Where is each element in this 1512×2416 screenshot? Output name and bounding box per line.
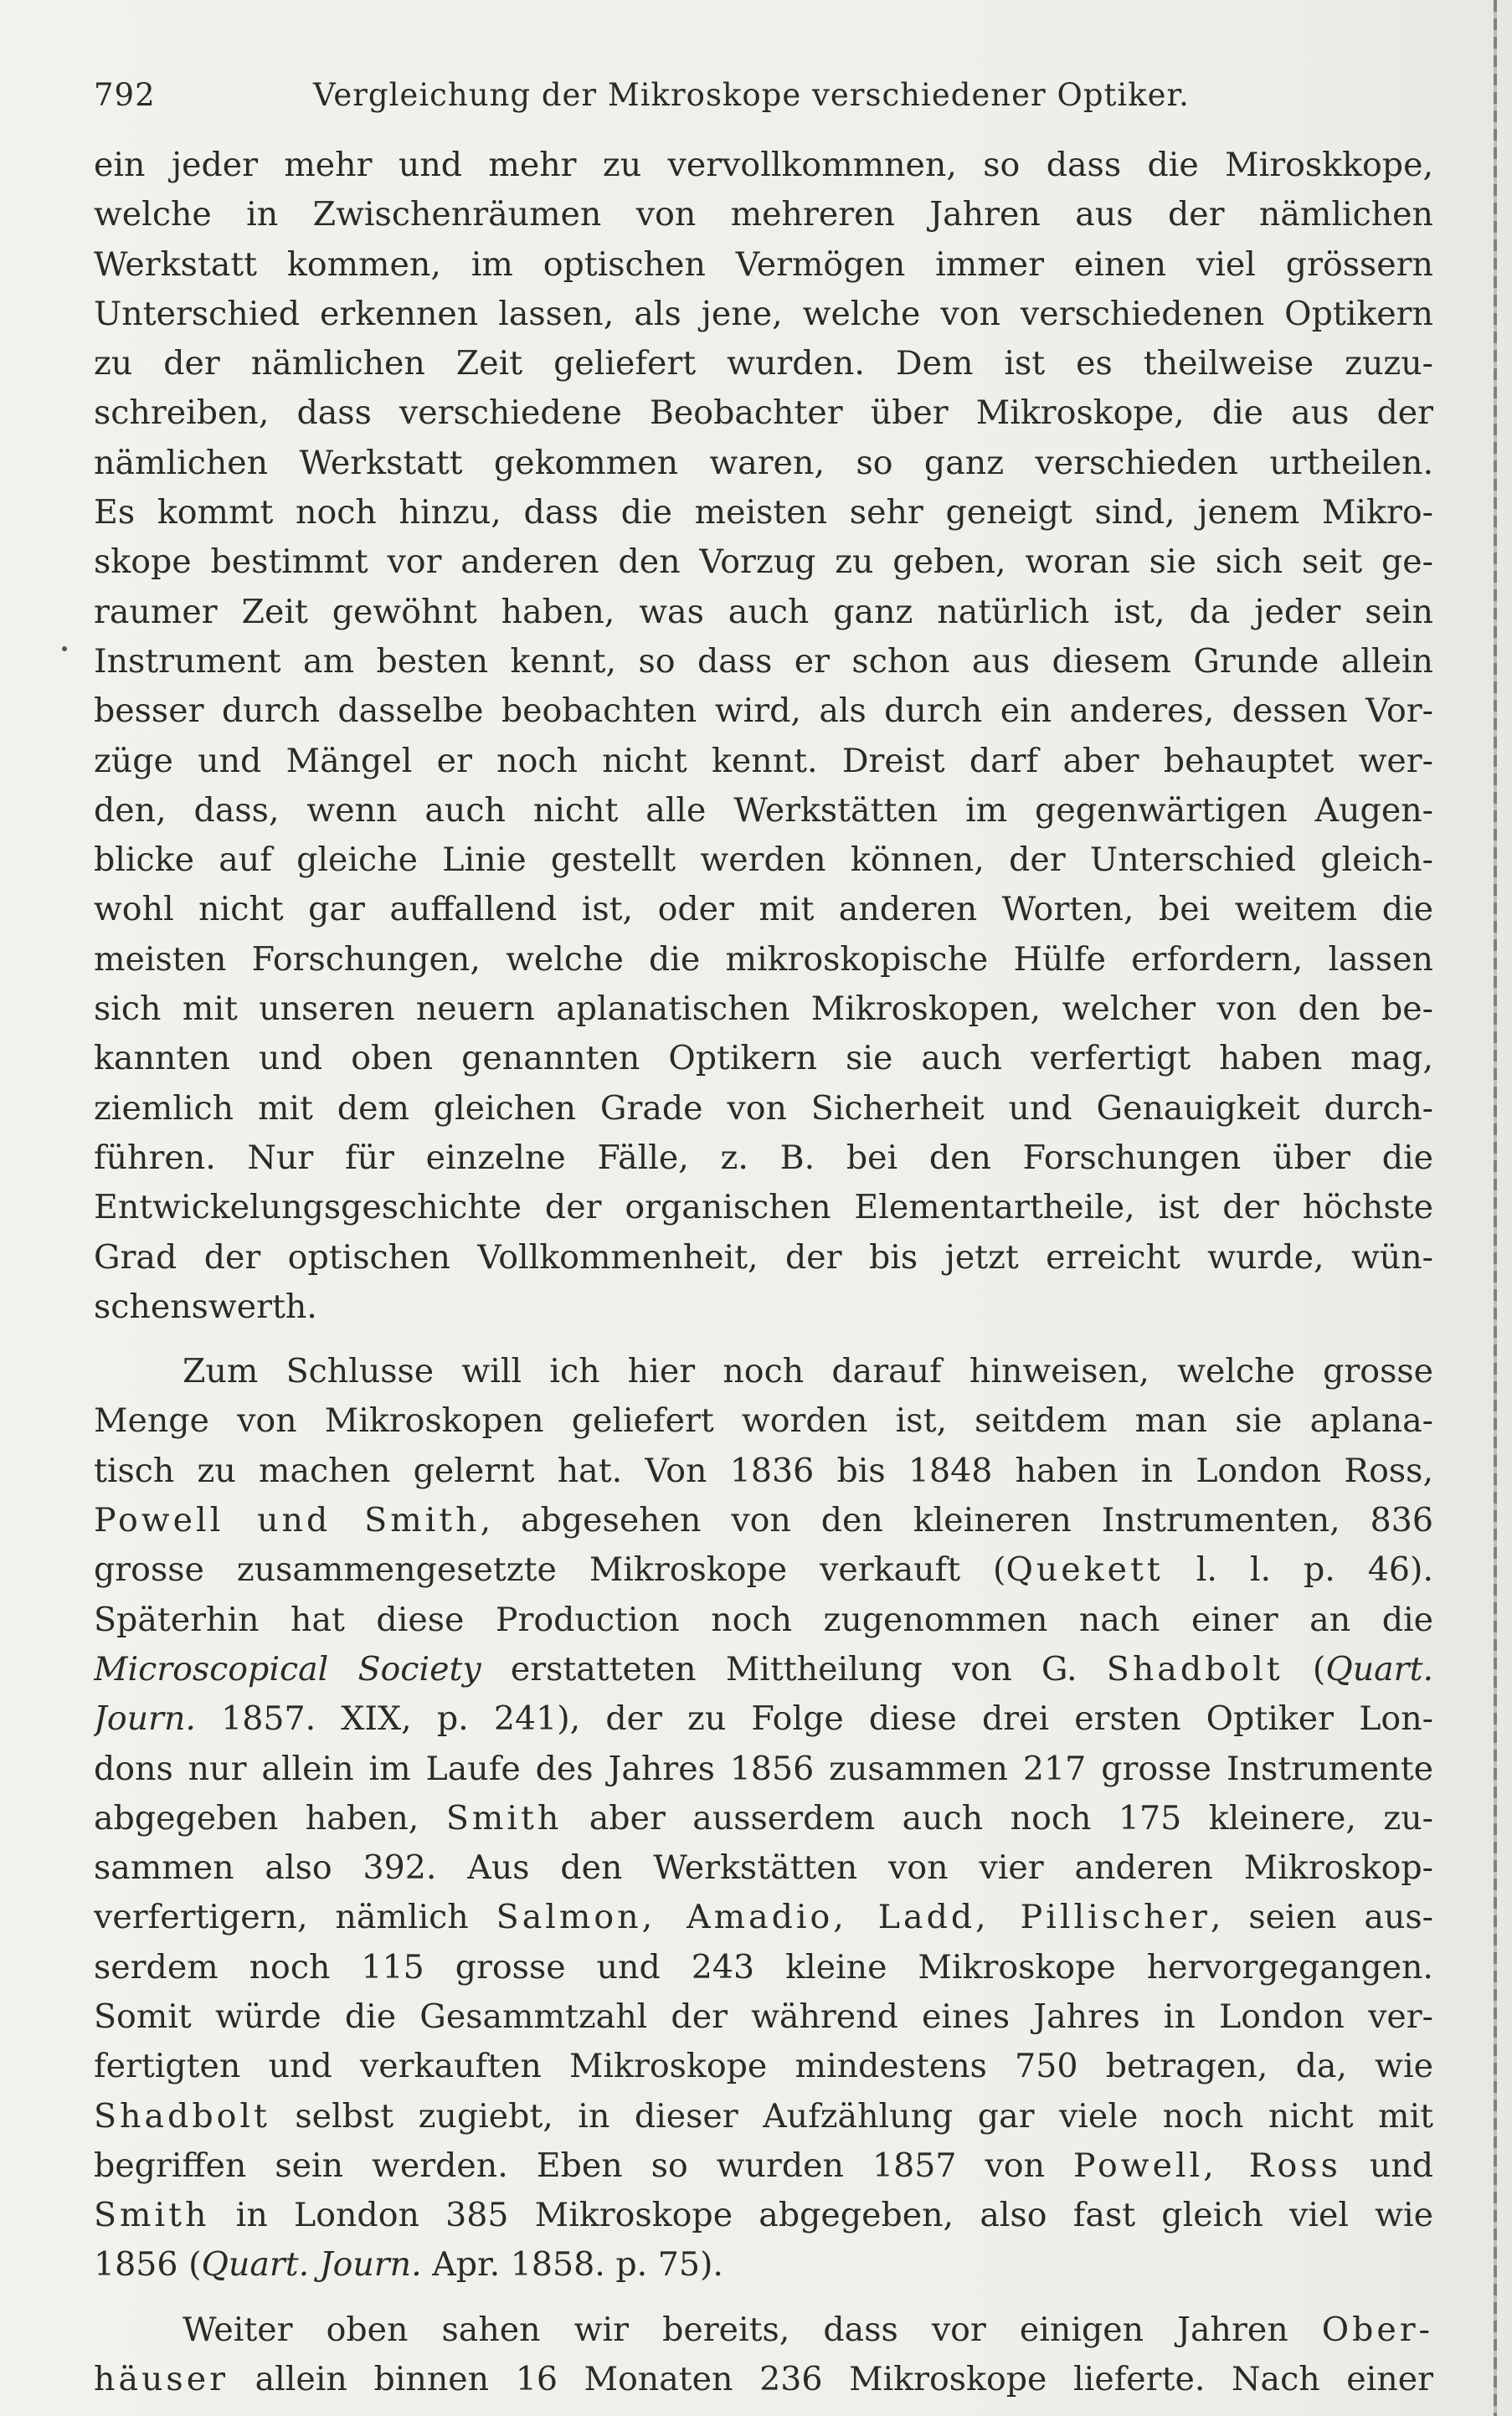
text-line: Somit würde die Gesammtzahl der während eines Jahres in London ver- (94, 1997, 1433, 2036)
text-line: Menge von Mikroskopen geliefert worden ist, seitdem man sie aplana- (94, 1401, 1433, 1441)
page-number: 792 (94, 77, 156, 113)
text-line: grosse zusammengesetzte Mikroskope verkauft (Quekett l. l. p. 46). (94, 1550, 1433, 1590)
text-line: skope bestimmt vor anderen den Vorzug zu geben, woran sie sich seit ge- (94, 542, 1433, 582)
text-line: Smith in London 385 Mikroskope abgegeben, also fast gleich viel wie (94, 2196, 1433, 2235)
binding-edge (1494, 0, 1497, 2416)
text-line: Journ. 1857. XIX, p. 241), der zu Folge diese drei ersten Optiker Lon- (94, 1699, 1433, 1739)
journal-name: Quart. (1325, 1649, 1433, 1689)
text-line: verfertigern, nämlich Salmon, Amadio, Ladd, Pillischer, seien aus- (94, 1898, 1433, 1937)
margin-mark (62, 646, 67, 651)
text-line: welche in Zwischenräumen von mehreren Jahren aus der nämlichen (94, 195, 1433, 234)
running-head: Vergleichung der Mikroskope verschiedener Optiker. (313, 77, 1190, 113)
text-line: tisch zu machen gelernt hat. Von 1836 bis 1848 haben in London Ross, (94, 1451, 1433, 1490)
text-line: schreiben, dass verschiedene Beobachter über Mikroskope, die aus der (94, 393, 1433, 433)
author-name: Salmon, Amadio, Ladd, Pillischer (496, 1898, 1211, 1937)
text-line: dons nur allein im Laufe des Jahres 1856 zusammen 217 grosse Instrumente (94, 1749, 1433, 1788)
text-line: den, dass, wenn auch nicht alle Werkstätten im gegenwärtigen Augen- (94, 790, 1433, 830)
text-line: blicke auf gleiche Linie gestellt werden können, der Unterschied gleich- (94, 840, 1433, 880)
author-name: Shadbolt (1106, 1649, 1283, 1689)
text-line: Werkstatt kommen, im optischen Vermögen immer einen viel grössern (94, 244, 1433, 284)
text-line: begriffen sein werden. Eben so wurden 1857 von Powell, Ross und (94, 2146, 1433, 2185)
author-name: häuser (94, 2360, 229, 2399)
text-line: meisten Forschungen, welche die mikroskopische Hülfe erfordern, lassen (94, 939, 1433, 979)
text-line: Microscopical Society erstatteten Mittheilung von G. Shadbolt (Quart. (94, 1649, 1433, 1689)
author-name: Powell und Smith (94, 1501, 481, 1540)
author-name: Quekett (1005, 1550, 1164, 1590)
author-name: Powell, Ross (1073, 2146, 1341, 2185)
text-line: häuser allein binnen 16 Monaten 236 Mikroskope lieferte. Nach einer (94, 2360, 1433, 2399)
text-line: Grad der optischen Vollkommenheit, der bis jetzt erreicht wurde, wün- (94, 1237, 1433, 1277)
author-name: Shadbolt (94, 2096, 270, 2136)
text-line: züge und Mängel er noch nicht kennt. Dreist darf aber behauptet wer- (94, 741, 1433, 780)
text-line: fertigten und verkauften Mikroskope mindestens 750 betragen, da, wie (94, 2047, 1433, 2086)
text-line: nämlichen Werkstatt gekommen waren, so ganz verschieden urtheilen. (94, 443, 1433, 482)
text-line: abgegeben haben, Smith aber ausserdem auch noch 175 kleinere, zu- (94, 1798, 1433, 1838)
text-line: Zum Schlusse will ich hier noch darauf hinweisen, welche grosse (183, 1352, 1433, 1391)
text-line: ein jeder mehr und mehr zu vervollkommnen, so dass die Miroskkope, (94, 146, 1433, 184)
text-line: serdem noch 115 grosse und 243 kleine Mikroskope hervorgegangen. (94, 1947, 1433, 1987)
text-line: Powell und Smith, abgesehen von den kleineren Instrumenten, 836 (94, 1501, 1433, 1540)
journal-name: Quart. Journ. (201, 2245, 422, 2285)
text-line: schenswerth. (94, 1287, 317, 1326)
text-line: Shadbolt selbst zugiebt, in dieser Aufzählung gar viele noch nicht mit (94, 2096, 1433, 2136)
page-header (94, 77, 1207, 127)
text-line: ziemlich mit dem gleichen Grade von Sicherheit und Genauigkeit durch- (94, 1088, 1433, 1128)
text-line: Instrument am besten kennt, so dass er schon aus diesem Grunde allein (94, 641, 1433, 681)
text-line: Späterhin hat diese Production noch zugenommen nach einer an die (94, 1600, 1433, 1639)
body-text (94, 141, 1433, 2404)
journal-name: Journ. (94, 1699, 196, 1739)
text-line: sammen also 392. Aus den Werkstätten von vier anderen Mikroskop- (94, 1848, 1433, 1888)
text-line: Es kommt noch hinzu, dass die meisten sehr geneigt sind, jenem Mikro- (94, 493, 1433, 532)
text-line: raumer Zeit gewöhnt haben, was auch ganz natürlich ist, da jeder sein (94, 592, 1433, 631)
text-line: 1856 (Quart. Journ. Apr. 1858. p. 75). (94, 2245, 723, 2285)
author-name: Smith (94, 2196, 210, 2235)
text-line: Unterschied erkennen lassen, als jene, welche von verschiedenen Optikern (94, 294, 1433, 333)
author-name: Ober- (1321, 2310, 1433, 2349)
text-line: besser durch dasselbe beobachten wird, als durch ein anderes, dessen Vor- (94, 691, 1433, 731)
text-line: Weiter oben sahen wir bereits, dass vor einigen Jahren Ober- (183, 2310, 1433, 2349)
society-name: Microscopical Society (94, 1649, 481, 1689)
text-line: wohl nicht gar auffallend ist, oder mit anderen Worten, bei weitem die (94, 890, 1433, 929)
text-line: zu der nämlichen Zeit geliefert wurden. Dem ist es theilweise zuzu- (94, 344, 1433, 383)
text-line: Entwickelungsgeschichte der organischen Elementartheile, ist der höchste (94, 1188, 1433, 1227)
text-line: sich mit unseren neuern aplanatischen Mikroskopen, welcher von den be- (94, 990, 1433, 1029)
author-name: Smith (445, 1798, 563, 1838)
text-line: kannten und oben genannten Optikern sie auch verfertigt haben mag, (94, 1039, 1433, 1078)
text-line: führen. Nur für einzelne Fälle, z. B. bei den Forschungen über die (94, 1138, 1433, 1177)
